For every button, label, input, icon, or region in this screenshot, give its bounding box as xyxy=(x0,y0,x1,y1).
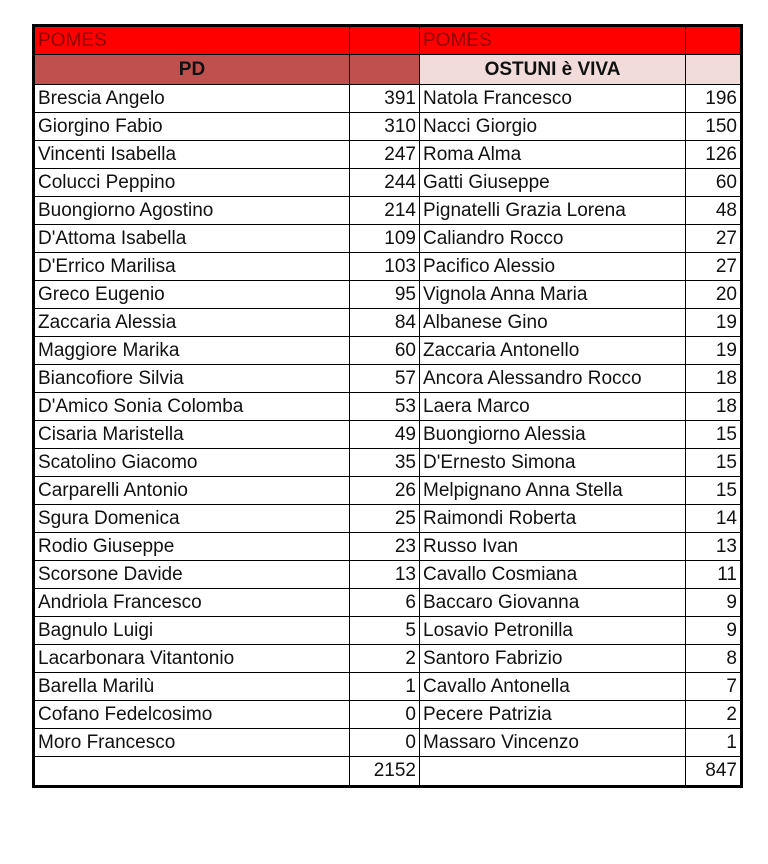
right-candidate-votes: 18 xyxy=(686,365,742,393)
left-candidate-name: Lacarbonara Vitantonio xyxy=(34,645,350,673)
left-candidate-name: Vincenti Isabella xyxy=(34,141,350,169)
right-candidate-votes: 19 xyxy=(686,337,742,365)
right-candidate-name: Raimondi Roberta xyxy=(420,505,686,533)
right-candidate-name: Nacci Giorgio xyxy=(420,113,686,141)
left-candidate-name: D'Amico Sonia Colomba xyxy=(34,393,350,421)
left-candidate-votes: 1 xyxy=(350,673,420,701)
right-candidate-name: Pecere Patrizia xyxy=(420,701,686,729)
right-candidate-name: Gatti Giuseppe xyxy=(420,169,686,197)
left-candidate-votes: 0 xyxy=(350,729,420,757)
left-candidate-name: Biancofiore Silvia xyxy=(34,365,350,393)
right-candidate-votes: 19 xyxy=(686,309,742,337)
right-candidate-name: Pacifico Alessio xyxy=(420,253,686,281)
candidate-row xyxy=(34,617,742,645)
left-candidate-votes: 35 xyxy=(350,449,420,477)
right-candidate-votes: 8 xyxy=(686,645,742,673)
right-candidate-name: Roma Alma xyxy=(420,141,686,169)
candidate-row xyxy=(34,337,742,365)
left-candidate-name: Brescia Angelo xyxy=(34,85,350,113)
left-candidate-name: Cofano Fedelcosimo xyxy=(34,701,350,729)
right-party-filler xyxy=(686,55,742,85)
candidate-row xyxy=(34,477,742,505)
right-candidate-votes: 126 xyxy=(686,141,742,169)
left-candidate-votes: 57 xyxy=(350,365,420,393)
right-total-votes: 847 xyxy=(686,757,742,787)
candidate-row xyxy=(34,281,742,309)
candidate-row xyxy=(34,225,742,253)
right-candidate-name: Buongiorno Alessia xyxy=(420,421,686,449)
right-candidate-votes: 27 xyxy=(686,253,742,281)
right-candidate-votes: 7 xyxy=(686,673,742,701)
left-candidate-votes: 0 xyxy=(350,701,420,729)
right-candidate-name: Zaccaria Antonello xyxy=(420,337,686,365)
left-candidate-name: Andriola Francesco xyxy=(34,589,350,617)
left-candidate-name: Cisaria Maristella xyxy=(34,421,350,449)
right-candidate-name: D'Ernesto Simona xyxy=(420,449,686,477)
left-candidate-name: Giorgino Fabio xyxy=(34,113,350,141)
candidate-row xyxy=(34,449,742,477)
totals-row xyxy=(34,757,742,787)
candidate-row xyxy=(34,253,742,281)
candidate-row xyxy=(34,169,742,197)
candidate-row xyxy=(34,729,742,757)
left-candidate-name: Scorsone Davide xyxy=(34,561,350,589)
right-title-filler xyxy=(686,26,742,55)
right-candidate-votes: 15 xyxy=(686,449,742,477)
left-candidate-name: Sgura Domenica xyxy=(34,505,350,533)
left-candidate-votes: 2 xyxy=(350,645,420,673)
candidate-row xyxy=(34,701,742,729)
right-party-name: OSTUNI è VIVA xyxy=(420,55,686,85)
candidate-row xyxy=(34,113,742,141)
right-candidate-votes: 15 xyxy=(686,477,742,505)
right-candidate-votes: 14 xyxy=(686,505,742,533)
left-candidate-votes: 244 xyxy=(350,169,420,197)
right-candidate-name: Santoro Fabrizio xyxy=(420,645,686,673)
right-total-label xyxy=(420,757,686,787)
left-candidate-votes: 391 xyxy=(350,85,420,113)
right-candidate-name: Baccaro Giovanna xyxy=(420,589,686,617)
left-candidate-votes: 26 xyxy=(350,477,420,505)
right-candidate-name: Cavallo Cosmiana xyxy=(420,561,686,589)
candidate-row xyxy=(34,673,742,701)
right-title: POMES xyxy=(420,26,686,55)
right-candidate-votes: 48 xyxy=(686,197,742,225)
right-candidate-name: Massaro Vincenzo xyxy=(420,729,686,757)
right-candidate-votes: 27 xyxy=(686,225,742,253)
left-candidate-name: Scatolino Giacomo xyxy=(34,449,350,477)
left-candidate-votes: 60 xyxy=(350,337,420,365)
right-candidate-votes: 9 xyxy=(686,589,742,617)
left-candidate-votes: 103 xyxy=(350,253,420,281)
left-title: POMES xyxy=(34,26,350,55)
candidate-row xyxy=(34,365,742,393)
candidate-row xyxy=(34,141,742,169)
left-candidate-votes: 53 xyxy=(350,393,420,421)
right-candidate-name: Ancora Alessandro Rocco xyxy=(420,365,686,393)
right-candidate-name: Laera Marco xyxy=(420,393,686,421)
left-candidate-name: D'Errico Marilisa xyxy=(34,253,350,281)
right-candidate-name: Natola Francesco xyxy=(420,85,686,113)
left-candidate-votes: 5 xyxy=(350,617,420,645)
right-candidate-name: Vignola Anna Maria xyxy=(420,281,686,309)
right-candidate-votes: 196 xyxy=(686,85,742,113)
results-table-body xyxy=(34,26,742,787)
right-candidate-votes: 15 xyxy=(686,421,742,449)
left-total-label xyxy=(34,757,350,787)
candidate-row xyxy=(34,533,742,561)
left-candidate-votes: 109 xyxy=(350,225,420,253)
candidate-row xyxy=(34,85,742,113)
right-candidate-votes: 150 xyxy=(686,113,742,141)
left-candidate-votes: 23 xyxy=(350,533,420,561)
left-candidate-name: Colucci Peppino xyxy=(34,169,350,197)
right-candidate-name: Caliandro Rocco xyxy=(420,225,686,253)
candidate-row xyxy=(34,309,742,337)
left-candidate-name: Maggiore Marika xyxy=(34,337,350,365)
candidate-row xyxy=(34,561,742,589)
left-candidate-name: Bagnulo Luigi xyxy=(34,617,350,645)
left-candidate-name: Moro Francesco xyxy=(34,729,350,757)
right-candidate-votes: 2 xyxy=(686,701,742,729)
left-candidate-name: Buongiorno Agostino xyxy=(34,197,350,225)
left-candidate-votes: 49 xyxy=(350,421,420,449)
right-candidate-votes: 60 xyxy=(686,169,742,197)
right-candidate-name: Russo Ivan xyxy=(420,533,686,561)
left-candidate-votes: 310 xyxy=(350,113,420,141)
candidate-row xyxy=(34,505,742,533)
right-candidate-name: Albanese Gino xyxy=(420,309,686,337)
right-candidate-votes: 18 xyxy=(686,393,742,421)
left-candidate-votes: 214 xyxy=(350,197,420,225)
left-total-votes: 2152 xyxy=(350,757,420,787)
candidate-row xyxy=(34,589,742,617)
candidate-row xyxy=(34,421,742,449)
left-candidate-votes: 6 xyxy=(350,589,420,617)
left-candidate-votes: 13 xyxy=(350,561,420,589)
left-candidate-name: Rodio Giuseppe xyxy=(34,533,350,561)
title-row xyxy=(34,26,742,55)
left-candidate-name: Carparelli Antonio xyxy=(34,477,350,505)
left-candidate-name: Zaccaria Alessia xyxy=(34,309,350,337)
right-candidate-votes: 11 xyxy=(686,561,742,589)
candidate-row xyxy=(34,197,742,225)
left-candidate-votes: 247 xyxy=(350,141,420,169)
left-title-filler xyxy=(350,26,420,55)
left-candidate-name: Barella Marilù xyxy=(34,673,350,701)
left-candidate-votes: 84 xyxy=(350,309,420,337)
right-candidate-votes: 20 xyxy=(686,281,742,309)
left-candidate-name: D'Attoma Isabella xyxy=(34,225,350,253)
left-candidate-name: Greco Eugenio xyxy=(34,281,350,309)
right-candidate-name: Pignatelli Grazia Lorena xyxy=(420,197,686,225)
right-candidate-votes: 1 xyxy=(686,729,742,757)
right-candidate-name: Melpignano Anna Stella xyxy=(420,477,686,505)
left-party-name: PD xyxy=(34,55,350,85)
left-candidate-votes: 95 xyxy=(350,281,420,309)
results-table xyxy=(32,24,743,788)
left-party-filler xyxy=(350,55,420,85)
right-candidate-votes: 13 xyxy=(686,533,742,561)
right-candidate-votes: 9 xyxy=(686,617,742,645)
party-row xyxy=(34,55,742,85)
candidate-row xyxy=(34,393,742,421)
left-candidate-votes: 25 xyxy=(350,505,420,533)
right-candidate-name: Cavallo Antonella xyxy=(420,673,686,701)
candidate-row xyxy=(34,645,742,673)
right-candidate-name: Losavio Petronilla xyxy=(420,617,686,645)
